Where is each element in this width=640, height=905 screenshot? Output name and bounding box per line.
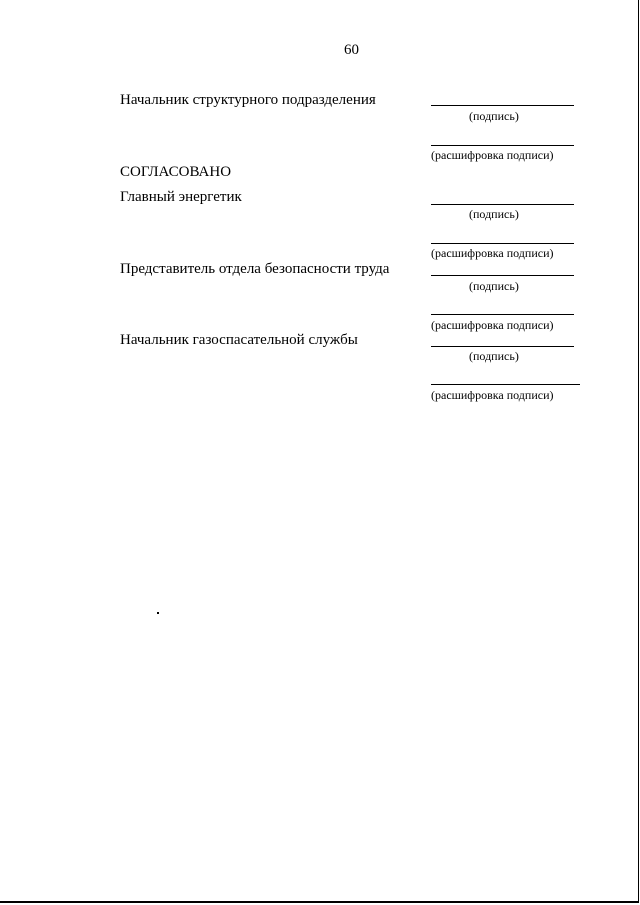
decoding-line: [431, 384, 580, 385]
decoding-caption: (расшифровка подписи): [431, 246, 554, 260]
signature-caption: (подпись): [469, 109, 519, 123]
signature-line: [431, 204, 574, 205]
signature-line: [431, 346, 574, 347]
agreed-heading: СОГЛАСОВАНО: [120, 164, 232, 180]
decoding-line: [431, 145, 574, 146]
decoding-line: [431, 243, 574, 244]
signature-line: [431, 105, 574, 106]
signature-line: [431, 275, 574, 276]
signature-caption: (подпись): [469, 349, 519, 363]
scan-speck: [157, 612, 159, 614]
signatory-role-gas-rescue-head: Начальник газоспасательной службы: [120, 332, 358, 348]
decoding-caption: (расшифровка подписи): [431, 388, 554, 402]
signature-caption: (подпись): [469, 207, 519, 221]
decoding-line: [431, 314, 574, 315]
decoding-caption: (расшифровка подписи): [431, 318, 554, 332]
signature-caption: (подпись): [469, 279, 519, 293]
decoding-caption: (расшифровка подписи): [431, 148, 554, 162]
signatory-role-chief-power-engineer: Главный энергетик: [120, 189, 242, 205]
signatory-role-safety-representative: Представитель отдела безопасности труда: [120, 261, 390, 277]
page-number: 60: [344, 42, 359, 58]
signatory-role-structural-head: Начальник структурного подразделения: [120, 92, 376, 108]
